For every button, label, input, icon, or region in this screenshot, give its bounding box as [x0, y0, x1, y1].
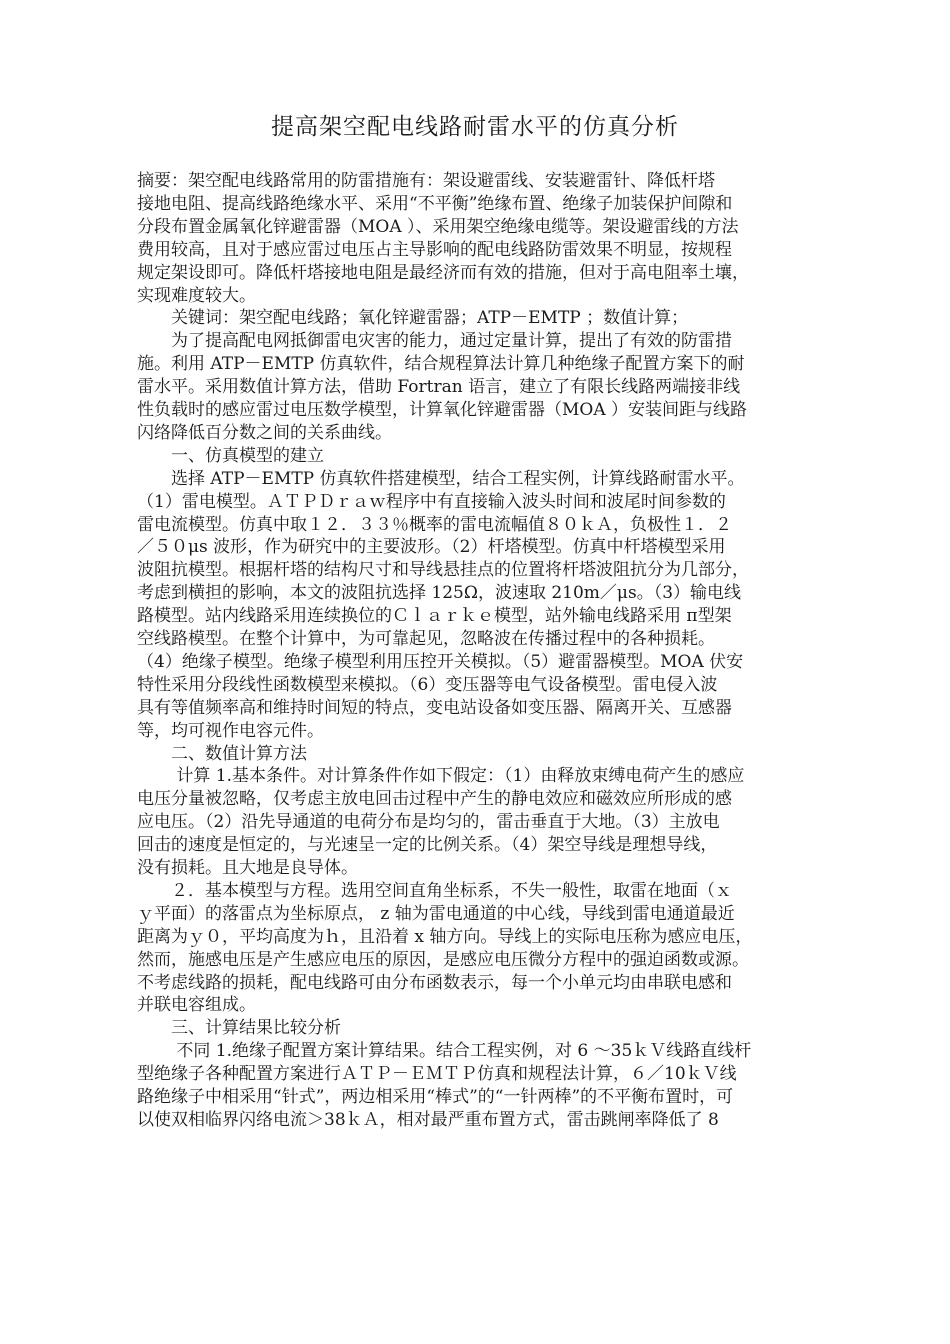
text-line: 回击的速度是恒定的，与光速呈一定的比例关系。（4）架空导线是理想导线，: [137, 835, 718, 856]
text-line: 实现难度较大。: [137, 285, 256, 306]
text-line: （4）绝缘子模型。绝缘子模型利用压控开关模拟。（5）避雷器模型。MOA 伏安: [137, 651, 744, 672]
text-line: 以使双相临界闪络电流＞38ｋＡ，相对最严重布置方式，雷击跳闸率降低了 8: [137, 1109, 719, 1130]
text-line: 波阻抗模型。根据杆塔的结构尺寸和导线悬挂点的位置将杆塔波阻抗分为几部分，: [137, 560, 749, 581]
text-line: 分段布置金属氧化锌避雷器（MOA ）、采用架空绝缘电缆等。架设避雷线的方法: [137, 216, 739, 237]
text-line: 不同 1.绝缘子配置方案计算结果。结合工程实例，对 6 ～35ｋＶ线路直线杆: [137, 1041, 752, 1062]
text-line: 性负载时的感应雷过电压数学模型，计算氧化锌避雷器（MOA ）安装间距与线路: [137, 400, 748, 420]
text-line: 选择 ATP－EMTP 仿真软件搭建模型，结合工程实例，计算线路耐雷水平。: [137, 468, 745, 489]
text-line: 电压分量被忽略，仅考虑主放电回击过程中产生的静电效应和磁效应所形成的感: [137, 789, 732, 810]
text-line: 具有等值频率高和维持时间短的特点，变电站设备如变压器、隔离开关、互感器: [137, 697, 732, 718]
text-line: 雷水平。采用数值计算方法，借助 Fortran 语言，建立了有限长线路两端接非线: [137, 377, 741, 398]
text-line: 考虑到横担的影响，本文的波阻抗选择 125Ω，波速取 210m／μs。（3）输电线: [137, 583, 742, 604]
text-line: 摘要：架空配电线路常用的防雷措施有：架设避雷线、安装避雷针、降低杆塔: [137, 171, 715, 191]
text-line: 二、数值计算方法: [137, 743, 307, 764]
text-line: 等，均可视作电容元件。: [137, 720, 324, 741]
text-line: 路绝缘子中相采用“针式”，两边相采用“棒式”的“一针两棒”的不平衡布置时，可: [137, 1087, 734, 1107]
text-line: 关键词：架空配电线路；氧化锌避雷器；ATP－EMTP ；数值计算；: [137, 308, 689, 329]
text-line: 型绝缘子各种配置方案进行ＡＴＰ－ＥＭＴＰ仿真和规程法计算，６／10ｋＶ线: [137, 1064, 737, 1085]
text-line: 并联电容组成。: [137, 995, 256, 1016]
text-line: 雷电流模型。仿真中取１２．３３％概率的雷电流幅值８０ｋＡ，负极性１．２: [137, 514, 732, 535]
text-line: 规定架设即可。降低杆塔接地电阻是最经济而有效的措施，但对于高电阻率土壤，: [137, 262, 749, 283]
text-line: 没有损耗。且大地是良导体。: [137, 858, 358, 878]
text-line: 应电压。（2）沿先导通道的电荷分布是均匀的，雷击垂直于大地。（3）主放电: [137, 812, 720, 833]
text-line: ／５０μs 波形，作为研究中的主要波形。（2）杆塔模型。仿真中杆塔模型采用: [137, 537, 726, 558]
text-line: ２．基本模型与方程。选用空间直角坐标系，不失一般性，取雷在地面（ｘ: [137, 880, 732, 901]
text-line: 距离为ｙ０，平均高度为ｈ，且沿着 x 轴方向。导线上的实际电压称为感应电压，: [137, 926, 753, 947]
text-line: （1）雷电模型。ＡＴＰＤｒａｗ程序中有直接输入波头时间和波尾时间参数的: [137, 491, 726, 512]
document-title: 提高架空配电线路耐雷水平的仿真分析: [271, 114, 679, 140]
text-line: 施。利用 ATP－EMTP 仿真软件，结合规程算法计算几种绝缘子配置方案下的耐: [137, 354, 745, 375]
text-line: 特性采用分段线性函数模型来模拟。（6）变压器等电气设备模型。雷电侵入波: [137, 674, 718, 695]
text-line: 为了提高配电网抵御雷电灾害的能力，通过定量计算，提出了有效的防雷措: [137, 331, 732, 352]
text-line: ｙ平面）的落雷点为坐标原点， z 轴为雷电通道的中心线，导线到雷电通道最近: [137, 903, 735, 924]
text-line: 接地电阻、提高线路绝缘水平、采用“不平衡”绝缘布置、绝缘子加装保护间隙和: [137, 193, 733, 214]
text-line: 空线路模型。在整个计算中，为可靠起见，忽略波在传播过程中的各种损耗。: [137, 629, 715, 649]
text-line: 一、仿真模型的建立: [137, 445, 324, 466]
text-line: 闪络降低百分数之间的关系曲线。: [137, 422, 392, 443]
text-line: 三、计算结果比较分析: [137, 1018, 341, 1039]
text-line: 然而，施感电压是产生感应电压的原因，是感应电压微分方程中的强迫函数或源。: [137, 949, 749, 970]
text-line: 费用较高，且对于感应雷过电压占主导影响的配电线路防雷效果不明显，按规程: [137, 239, 732, 260]
text-line: 计算 1.基本条件。对计算条件作如下假定：（1）由释放束缚电荷产生的感应: [137, 766, 745, 787]
text-line: 不考虑线路的损耗，配电线路可由分布函数表示，每一个小单元均由串联电感和: [137, 972, 732, 993]
text-line: 路模型。站内线路采用连续换位的Ｃｌａｒｋｅ模型，站外输电线路采用 π型架: [137, 606, 732, 627]
